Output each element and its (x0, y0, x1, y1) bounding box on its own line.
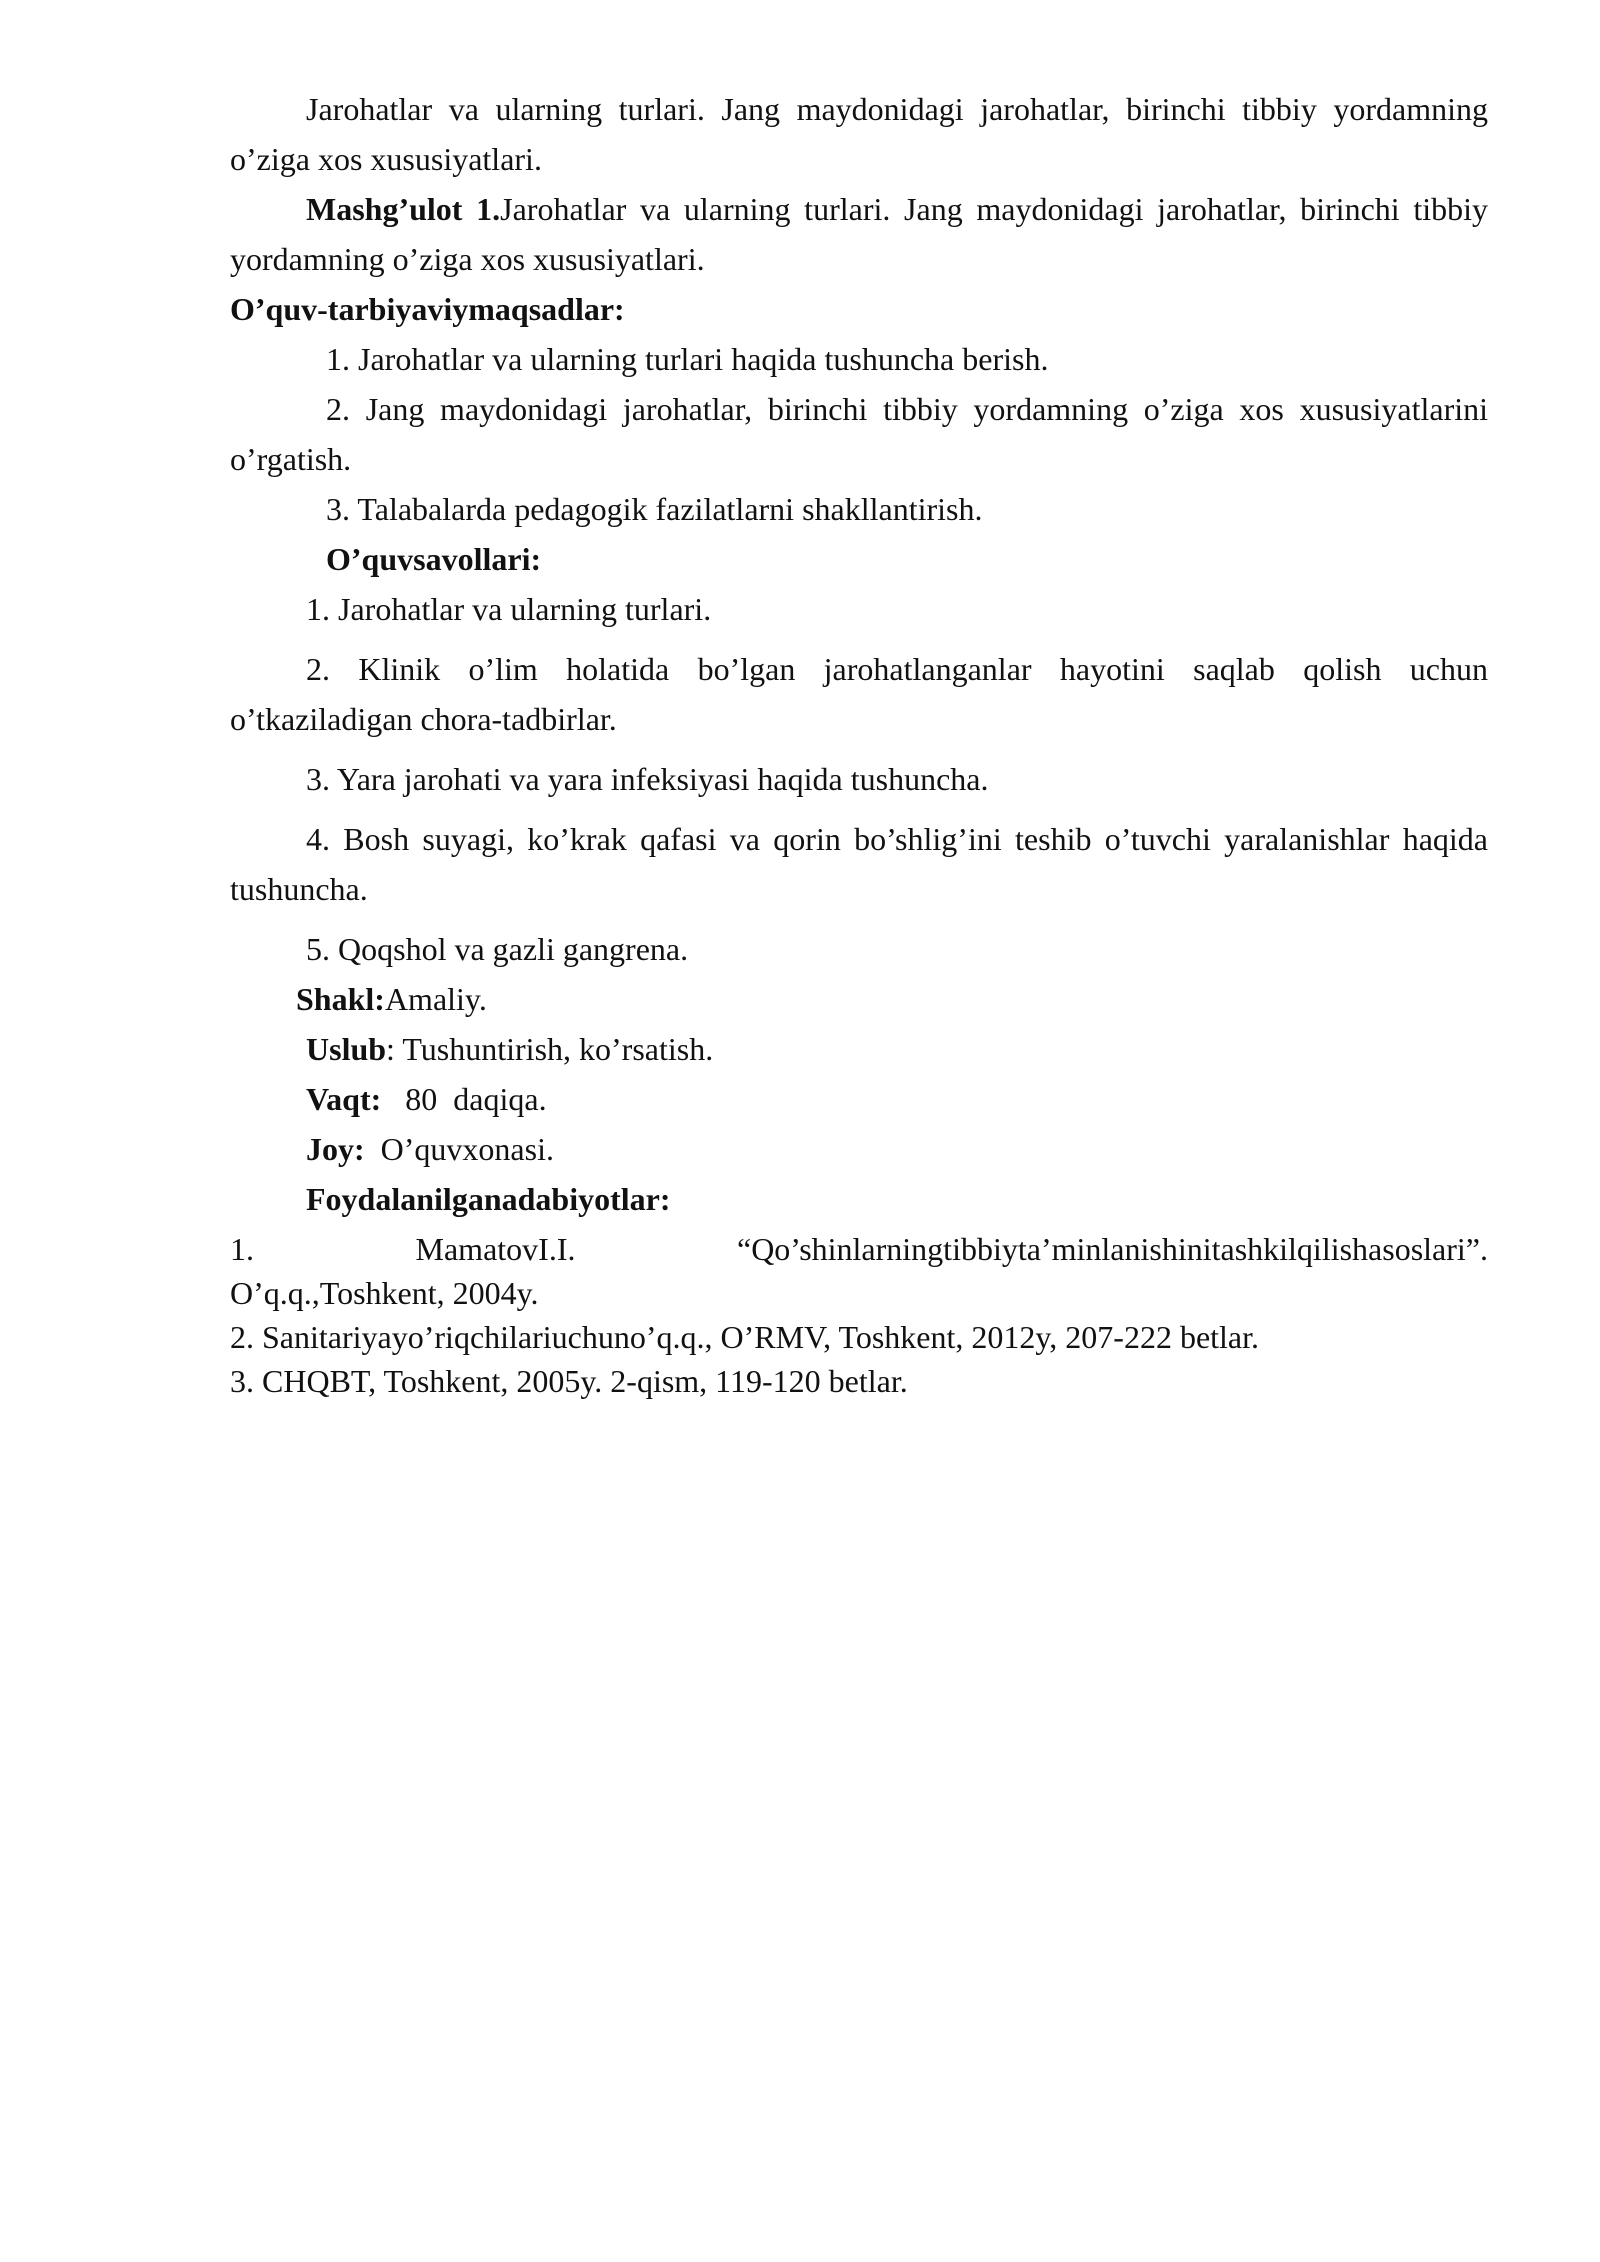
reference-author: MamatovI.I. (415, 1231, 576, 1267)
method-line (230, 1024, 1488, 1074)
question-item: 2. Klinik o’lim holatida bo’lgan jarohatlanganlar hayotini saqlab qolish uchun o’tkaziladigan chora-tadbirlar. (230, 651, 1488, 737)
place-value: O’quvxonasi. (364, 1131, 554, 1167)
question-item: 1. Jarohatlar va ularning turlari. (306, 591, 712, 627)
place-line (230, 1124, 1488, 1174)
method-label: Uslub (306, 1031, 387, 1067)
references-heading (230, 1174, 1488, 1224)
time-line (230, 1074, 1488, 1124)
lesson-label: Mashg’ulot 1. (306, 191, 501, 227)
goal-item: 1. Jarohatlar va ularning turlari haqida tushuncha berish. (326, 341, 1049, 377)
question-item: 5. Qoqshol va gazli gangrena. (306, 931, 689, 967)
time-value: 80 daqiqa. (381, 1081, 547, 1117)
lesson-text: Jarohatlar va ularning turlari. Jang maydonidagi jarohatlar, birinchi tibbiy yordamning o’ziga xos xususiyatlari. (230, 191, 1489, 277)
question-item: 3. Yara jarohati va yara infeksiyasi haqida tushuncha. (306, 761, 989, 797)
form-label: Shakl: (296, 981, 385, 1017)
reference-item-1-tail: O’q.q.,Toshkent, 2004y. (230, 1275, 539, 1311)
lesson-paragraph (230, 184, 1488, 284)
reference-title: “Qo’shinlarningtibbiyta’minlanishinitashkilqilishasoslari”. (736, 1231, 1488, 1267)
goals-heading (230, 284, 1488, 334)
form-value: Amaliy. (384, 981, 487, 1017)
form-line (230, 974, 1488, 1024)
document-page (230, 84, 1488, 1406)
time-label: Vaqt: (306, 1081, 382, 1117)
questions-heading (230, 534, 1488, 584)
reference-item-1 (230, 1224, 1488, 1274)
reference-item-2: 2. Sanitariyayo’riqchilariuchuno’q.q., O’RMV, Toshkent, 2012y, 207-222 betlar. (230, 1319, 1260, 1355)
questions-heading-text: O’quvsavollari: (326, 541, 542, 577)
goal-item: 2. Jang maydonidagi jarohatlar, birinchi tibbiy yordamning o’ziga xos xususiyatlarini o’rgatish. (230, 391, 1488, 477)
reference-number: 1. (230, 1231, 254, 1267)
question-item: 4. Bosh suyagi, ko’krak qafasi va qorin bo’shlig’ini teshib o’tuvchi yaralanishlar haqida tushuncha. (230, 821, 1488, 907)
goal-item: 3. Talabalarda pedagogik fazilatlarni shakllantirish. (326, 491, 983, 527)
place-label: Joy: (306, 1131, 365, 1167)
reference-item-3: 3. CHQBT, Toshkent, 2005y. 2-qism, 119-120 betlar. (230, 1363, 908, 1399)
references-heading-text: Foydalanilganadabiyotlar: (306, 1181, 671, 1217)
goals-heading-text: O’quv-tarbiyaviymaqsadlar: (230, 291, 625, 327)
method-value: : Tushuntirish, ko’rsatish. (386, 1031, 714, 1067)
intro-paragraph: Jarohatlar va ularning turlari. Jang maydonidagi jarohatlar, birinchi tibbiy yordamning o’ziga xos xususiyatlari. (230, 91, 1488, 177)
